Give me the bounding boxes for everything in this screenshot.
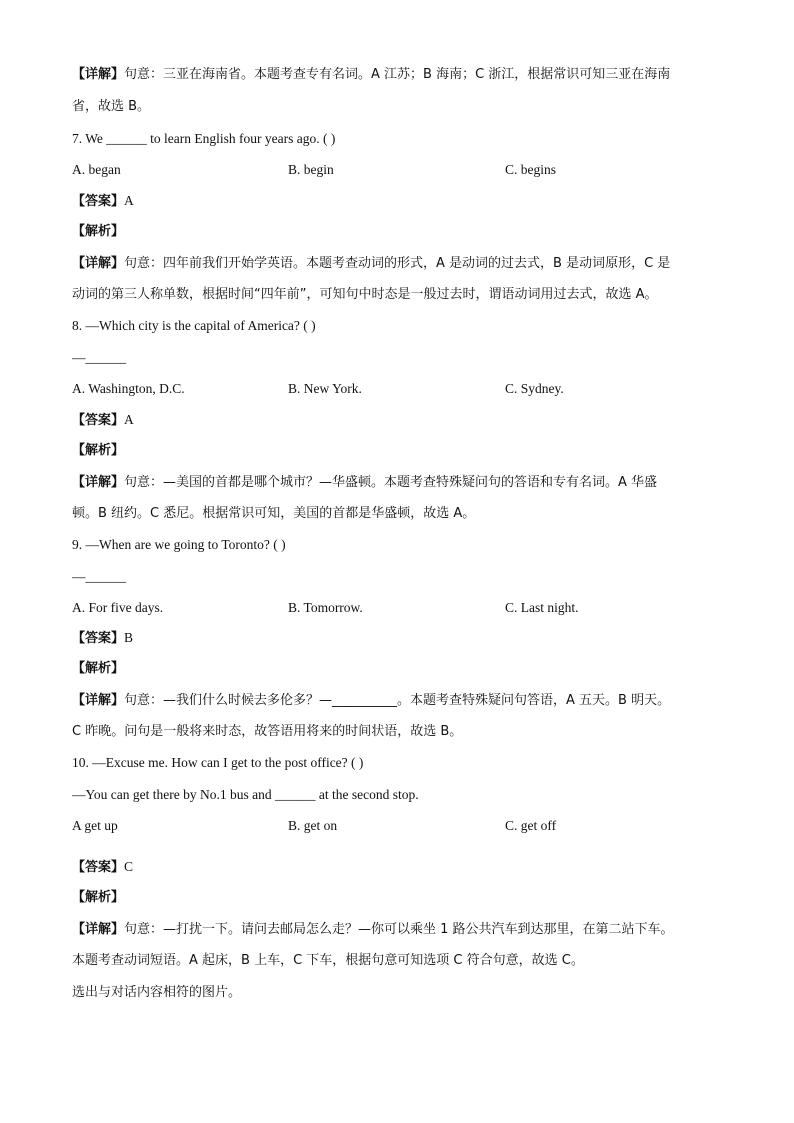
q10-stem: 10. —Excuse me. How can I get to the post office? ( )	[72, 755, 364, 770]
q8-reply: —______	[72, 350, 126, 365]
q10-detail-line1	[72, 920, 722, 940]
q6-detail-text1: 句意：三亚在海南省。本题考查专有名词。A 江苏；B 海南；C 浙江，根据常识可知三亚在海南	[124, 67, 671, 82]
q7-detail-line2: 动词的第三人称单数，根据时间“四年前”，可知句中时态是一般过去时，谓语动词用过去式，故选 A。	[72, 287, 658, 302]
q6-detail-line1	[72, 65, 722, 85]
q10-answer	[72, 857, 722, 878]
q8-detail-line1	[72, 473, 722, 493]
q8-option-c: C. Sydney.	[505, 381, 564, 396]
detail-tag: 【详解】	[72, 256, 125, 271]
q9-detail-line1	[72, 691, 722, 711]
q10-option-b: B. get on	[288, 818, 338, 833]
q7-detail-text1: 句意：四年前我们开始学英语。本题考查动词的形式，A 是动词的过去式，B 是动词原形，C 是	[124, 256, 671, 271]
answer-tag: 【答案】	[72, 194, 125, 209]
detail-tag: 【详解】	[72, 922, 125, 937]
q9-analysis-tag: 【解析】	[72, 661, 125, 676]
detail-tag: 【详解】	[72, 693, 125, 708]
q10-analysis-tag: 【解析】	[72, 890, 125, 905]
q10-option-c: C. get off	[505, 818, 557, 833]
q7-option-b: B. begin	[288, 162, 334, 177]
q7-answer	[72, 191, 722, 212]
q9-answer	[72, 628, 722, 649]
q8-stem: 8. —Which city is the capital of America? ( )	[72, 318, 316, 333]
q8-answer	[72, 410, 722, 431]
q9-detail-line2: C 昨晚。问句是一般将来时态，故答语用将来的时间状语，故选 B。	[72, 724, 463, 739]
q7-detail-line1	[72, 254, 722, 274]
q9-stem: 9. —When are we going to Toronto? ( )	[72, 537, 286, 552]
q10-detail-text1: 句意：—打扰一下。请问去邮局怎么走？—你可以乘坐 1 路公共汽车到达那里，在第二站下车。	[124, 922, 674, 937]
q9-option-c: C. Last night.	[505, 600, 579, 615]
q10-option-a: A get up	[72, 818, 118, 833]
q7-answer-value: A	[124, 193, 134, 208]
q7-stem: 7. We ______ to learn English four years ago. ( )	[72, 131, 336, 146]
answer-tag: 【答案】	[72, 860, 125, 875]
q9-detail-text1: 句意：—我们什么时候去多伦多？—__________。本题考查特殊疑问句答语，A 五天。B 明天。	[124, 693, 671, 708]
q9-option-a: A. For five days.	[72, 600, 164, 615]
detail-tag: 【详解】	[72, 475, 125, 490]
q7-analysis-tag: 【解析】	[72, 224, 125, 239]
q10-reply: —You can get there by No.1 bus and ______ at the second stop.	[72, 787, 419, 802]
answer-tag: 【答案】	[72, 413, 125, 428]
answer-tag: 【答案】	[72, 631, 125, 646]
q6-detail-line2: 省，故选 B。	[72, 99, 151, 114]
q10-answer-value: C	[124, 859, 134, 874]
q9-answer-value: B	[124, 630, 134, 645]
q8-detail-line2: 顿。B 纽约。C 悉尼。根据常识可知，美国的首都是华盛顿，故选 A。	[72, 506, 476, 521]
q8-analysis-tag: 【解析】	[72, 443, 125, 458]
q9-option-b: B. Tomorrow.	[288, 600, 363, 615]
detail-tag: 【详解】	[72, 67, 125, 82]
q7-option-a: A. began	[72, 162, 121, 177]
q8-option-b: B. New York.	[288, 381, 362, 396]
q7-option-c: C. begins	[505, 162, 557, 177]
q8-option-a: A. Washington, D.C.	[72, 381, 185, 396]
q8-answer-value: A	[124, 412, 134, 427]
q10-detail-line2: 本题考查动词短语。A 起床，B 上车，C 下车，根据句意可知选项 C 符合句意，故选 C。	[72, 953, 584, 968]
section-instruction: 选出与对话内容相符的图片。	[72, 985, 242, 1000]
q8-detail-text1: 句意：—美国的首都是哪个城市？—华盛顿。本题考查特殊疑问句的答语和专有名词。A 华盛	[124, 475, 658, 490]
q9-reply: —______	[72, 569, 126, 584]
